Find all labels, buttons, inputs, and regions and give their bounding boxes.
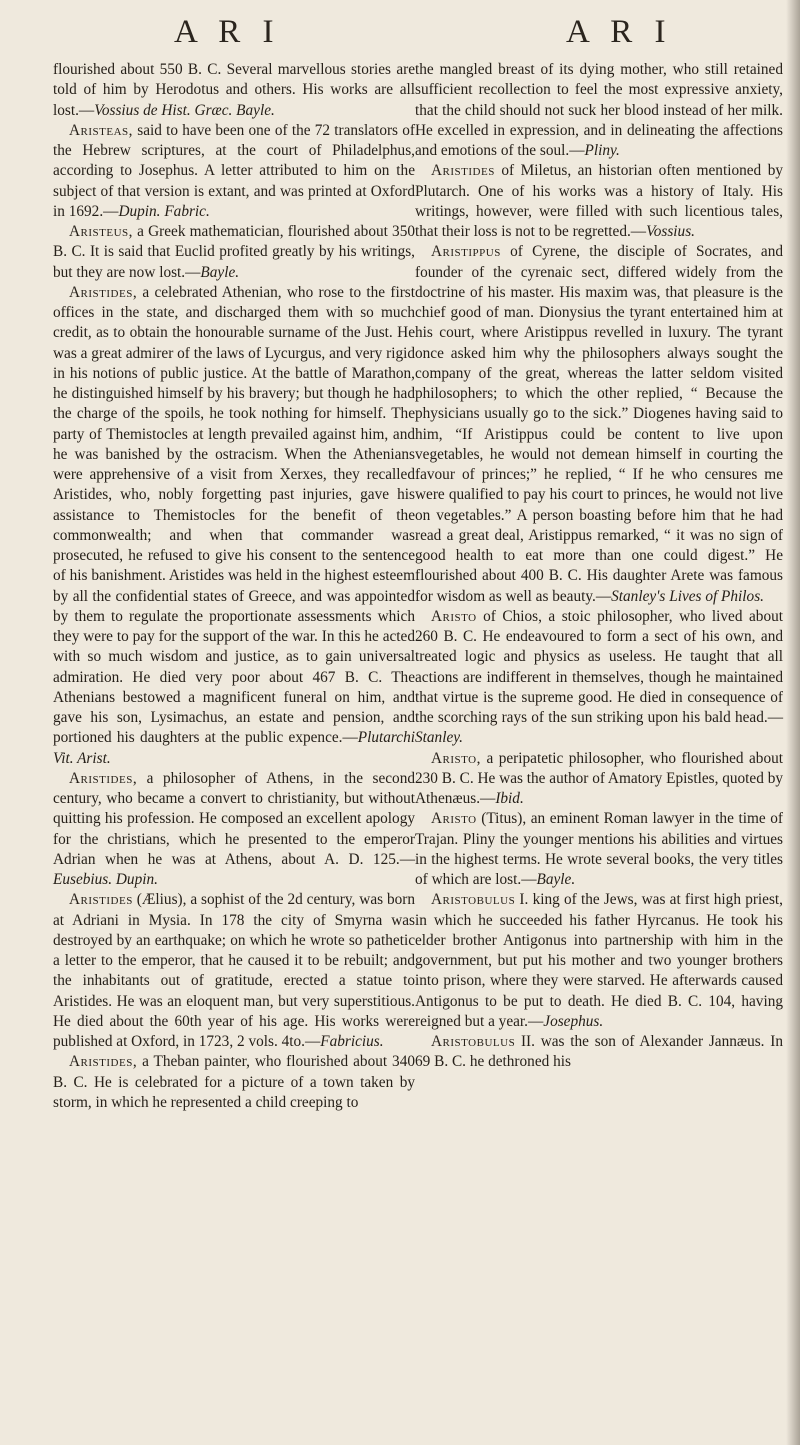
entry-source: Bayle. — [536, 871, 576, 888]
entry-source: Bayle. — [200, 263, 240, 281]
entry-text: a celebrated Athenian, who rose to the first offices in the state, and discharged them with so much credit, as to obtain the honourable surname of the Just. He was a great admirer of the laws of Lycurgus, and very rigid in his notions of public justice. At the battle of Marathon, he distinguished himself by his bravery; but though he had the charge of the spoils, he took nothing for himself. The party of Themistocles at length prevailed against him, and he was banished by the ostracism. When the Athenians were apprehensive of a visit from Xerxes, they recalled Aristides, who, nobly forgetting past injuries, gave his assistance to Themistocles for the benefit of the commonwealth; and when that commander was prosecuted, he refused to give his consent to the sentence of his banishment. Aristides was held in the highest esteem by all the confidential states of Greece, and was appointed by them to regulate the proportionate assessments which they were to pay for the support of the war. In this he acted with so much wisdom and justice, as to gain universal admiration. He died very poor about 467 B. C. The Athenians bestowed a magnificent funeral on him, and gave his son, Lysimachus, an estate and pension, and portioned his daughters at the public expence.— — [53, 283, 415, 747]
entry — [415, 607, 783, 749]
entry-headword: Aristides — [69, 891, 133, 909]
entry-text: I. king of the Jews, was at first high priest, in which he succeeded his father Hyrcanus. He took his elder brother Antigonus into partnership with him in the government, but put his mother and two younger brothers into prison, where they were starved. He afterwards caused Antigonus to be put to death. He died B. C. 104, having reigned but a year.— — [415, 891, 783, 1030]
entry-headword: Aristides, — [69, 283, 138, 301]
entry-text: said to have been one of the 72 translators of the Hebrew scriptures, at the court of Philadelphus, according to Josephus. A letter attributed to him on the subject of that version is extant, and was printed at Oxford in 1692.— — [53, 121, 415, 220]
entry-text: (Ælius), a sophist of the 2d century, was born at Adriani in Mysia. In 178 the city of Smyrna was destroyed by an earthquake; on which he wrote so pathetic a letter to the emperor, that he caused it to be rebuilt; and the inhabitants out of gratitude, erected a statue to Aristides. He was an eloquent man, but very superstitious. He died about the 60th year of his age. His works were published at Oxford, in 1723, 2 vols. 4to.— — [53, 891, 415, 1050]
entry-headword: Aristeus, — [69, 223, 133, 240]
entry-text: a philosopher of Athens, in the second century, who became a convert to christianity, but without quitting his profession. He composed an excellent apology for the christians, which he presented to the emperor Adrian when he was at Athens, about A. D. 125.— — [53, 769, 415, 868]
entry — [415, 890, 783, 1032]
entry — [53, 60, 415, 121]
entry-source: Ibid. — [495, 790, 524, 807]
entry-headword: Aristides, — [69, 1053, 138, 1071]
entry-headword: Aristobulus — [431, 891, 516, 909]
entry-text: a Greek mathematician, flourished about 350 B. C. It is said that Euclid profited greatly by his writings, but they are now lost.— — [53, 223, 415, 281]
entry-source: Fabricius. — [320, 1033, 384, 1050]
entry-source: Stanley. — [415, 729, 464, 747]
entry — [53, 890, 415, 1052]
entry-text: flourished about 550 B. C. Several marvellous stories are told of him by Herodotus and others. His works are all lost.— — [53, 61, 415, 119]
entry-text: of Miletus, an historian often mentioned by Plutarch. One of his works was a history of Italy. His writings, however, were filled with such licentious tales, that their loss is not to be regretted.— — [415, 162, 783, 240]
entry-headword: Aristobulus — [431, 1033, 516, 1050]
entry-headword: Aristo, — [431, 749, 481, 767]
entry — [415, 60, 783, 161]
entry — [53, 769, 415, 891]
page-edge-shadow — [786, 0, 800, 1445]
left-column — [53, 60, 415, 1113]
entry-text: a peripatetic philosopher, who flourished about 230 B. C. He was the author of Amatory Epistles, quoted by Athenæus.— — [415, 749, 783, 807]
entry-source: Plutarchi Vit. Arist. — [53, 729, 415, 767]
entry — [53, 222, 415, 283]
entry-headword: Aristippus — [431, 243, 501, 261]
entry-source: Dupin. Fabric. — [118, 202, 210, 220]
header-right: A R I — [566, 14, 673, 50]
header-left: A R I — [174, 14, 281, 50]
entry-headword: Aristeas, — [69, 121, 133, 139]
entry — [415, 1032, 783, 1073]
entry — [415, 242, 783, 607]
entry-source: Stanley's Lives of Philos. — [611, 587, 764, 605]
entry-text: (Titus), an eminent Roman lawyer in the time of Trajan. Pliny the younger mentions his abilities and virtues in the highest terms. He wrote several books, the very titles of which are lost.— — [415, 810, 783, 888]
entry-headword: Aristo — [431, 607, 477, 625]
entry-source: Eusebius. Dupin. — [53, 871, 158, 888]
entry-source: Pliny. — [584, 142, 620, 159]
right-column — [415, 60, 783, 1073]
entry-text: of Chios, a stoic philosopher, who lived about 260 B. C. He endeavoured to form a sect of his own, and treated logic and physics as useless. He taught that all actions are indifferent in themselves, though he maintained that virtue is the supreme good. He died in consequence of the scorching rays of the sun striking upon his bald head.— — [415, 607, 783, 726]
entry — [415, 161, 783, 242]
entry-text: of Cyrene, the disciple of Socrates, and founder of the cyrenaic sect, differed widely from the doctrine of his master. His maxim was, that pleasure is the chief good of man. Dionysius the tyrant entertained him at his court, where Aristippus revelled in luxury. The tyrant once asked him why the philosophers always sought the company of the great, whereas the latter seldom visited philosophers; to which the other replied, “ Because the physicians usually go to the sick.” Diogenes having said to him, “If Aristippus could be content to live upon vegetables, he would not demean himself in courting the favour of princes;” he replied, “ If he who censures me were qualified to pay his court to princes, he would not live on vegetables.” A person boasting before him that he had read a great deal, Aristippus remarked, “ it was no sign of good health to eat more than one could digest.” He flourished about 400 B. C. His daughter Arete was famous for wisdom as well as beauty.— — [415, 243, 783, 605]
entry — [53, 1052, 415, 1113]
entry-source: Vossius de Hist. Græc. Bayle. — [94, 101, 275, 119]
running-header — [0, 14, 800, 54]
entry — [415, 749, 783, 810]
entry-headword: Aristo — [431, 810, 477, 828]
entry-headword: Aristides, — [69, 769, 138, 787]
entry-text: a Theban painter, who flourished about 340 B. C. He is celebrated for a picture of a town taken by storm, in which he represented a child creeping to — [53, 1053, 415, 1111]
entry-text: the mangled breast of its dying mother, who still retained sufficient recollection to feel the most expressive anxiety, that the child should not suck her blood instead of her milk. He excelled in expression, and in delineating the affections and emotions of the soul.— — [415, 61, 783, 159]
entry-source: Vossius. — [646, 223, 695, 240]
entry — [415, 809, 783, 890]
entry — [53, 283, 415, 769]
entry-headword: Aristides — [431, 162, 495, 180]
entry-source: Josephus. — [543, 1012, 604, 1030]
entry-text: II. was the son of Alexander Jannæus. In 69 B. C. he dethroned his — [415, 1033, 783, 1071]
entry — [53, 121, 415, 222]
